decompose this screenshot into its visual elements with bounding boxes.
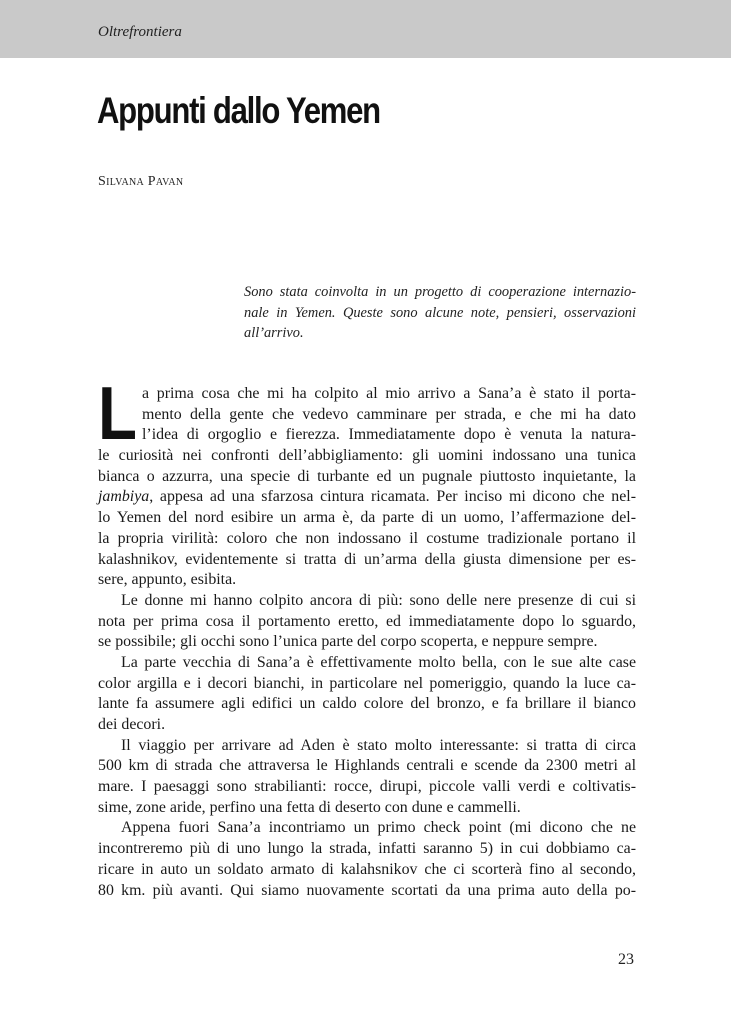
abstract-line: nale in Yemen. Queste sono alcune note, pensieri, osservazioni (244, 304, 636, 321)
body-line: La parte vecchia di Sana’a è effettivamente molto bella, con le sue alte case (121, 653, 636, 671)
body-line: sere, appunto, esibita. (98, 571, 237, 589)
body-line: lo Yemen del nord esibire un arma è, da parte di un uomo, l’affermazione del- (98, 509, 636, 527)
body-line: ricare in auto un soldato armato di kalahsnikov che ci scorterà fino al secondo, (98, 860, 636, 878)
body-line: kalashnikov, evidentemente si tratta di un’arma della giusta dimensione per es- (98, 550, 636, 568)
article-title: Appunti dallo Yemen (97, 90, 380, 131)
body-line: la propria virilità: coloro che non indossano il costume tradizionale portano il (98, 529, 636, 547)
abstract-line: Sono stata coinvolta in un progetto di cooperazione internazio- (244, 284, 636, 300)
body-line: a prima cosa che mi ha colpito al mio arrivo a Sana’a è stato il porta- (142, 385, 636, 402)
page-number: 23 (618, 951, 634, 968)
body-line: mento della gente che vedevo camminare per strada, e che mi ha dato (142, 405, 636, 423)
article-author: Silvana Pavan (98, 174, 184, 189)
body-line: le curiosità nei confronti dell’abbigliamento: gli uomini indossano una tunica (98, 447, 636, 465)
body-line: nota per prima cosa il portamento eretto, ed immediatamente dopo lo sguardo, (98, 612, 636, 630)
body-line: dei decori. (98, 716, 166, 733)
body-line: color argilla e i decori bianchi, in particolare nel pomeriggio, quando la luce ca- (98, 674, 636, 692)
emphasized-term: jambiya (98, 488, 150, 506)
article-abstract (244, 282, 636, 344)
body-line: Il viaggio per arrivare ad Aden è stato molto interessante: si tratta di circa (121, 736, 636, 754)
body-line: bianca o azzurra, una specie di turbante ed un pugnale piuttosto inquietante, la (98, 467, 636, 485)
body-line: mare. I paesaggi sono strabilianti: rocce, dirupi, piccole valli verdi e coltivatis- (98, 778, 636, 796)
drop-cap: L (98, 371, 137, 455)
body-line-rest: , appesa ad una sfarzosa cintura ricamata. Per inciso mi dicono che nel- (149, 488, 636, 506)
body-line: Le donne mi hanno colpito ancora di più: sono delle nere presenze di cui si (121, 591, 636, 609)
body-line: sime, zone aride, perfino una fetta di deserto con dune e cammelli. (98, 798, 521, 816)
body-line: 500 km di strada che attraversa le Highlands centrali e scende da 2300 metri al (98, 757, 636, 775)
body-line: Appena fuori Sana’a incontriamo un primo check point (mi dicono che ne (121, 819, 636, 837)
article-body (98, 371, 636, 901)
body-line-with-emphasis (98, 487, 636, 508)
body-line: l’idea di orgoglio e fierezza. Immediatamente dopo è venuta la natura- (142, 426, 636, 444)
body-line: 80 km. più avanti. Qui siamo nuovamente scortati da una prima auto della po- (98, 881, 636, 899)
body-line: lante fa assumere agli edifici un caldo colore del bronzo, e fa brillare il bianco (98, 695, 636, 713)
abstract-line: all’arrivo. (244, 325, 304, 342)
body-line: se possibile; gli occhi sono l’unica parte del corpo scoperta, e neppure sempre. (98, 633, 598, 651)
running-header-title: Oltrefrontiera (98, 24, 182, 40)
body-line: incontreremo più di uno lungo la strada, infatti saranno 5) in cui dobbiamo ca- (98, 840, 636, 858)
